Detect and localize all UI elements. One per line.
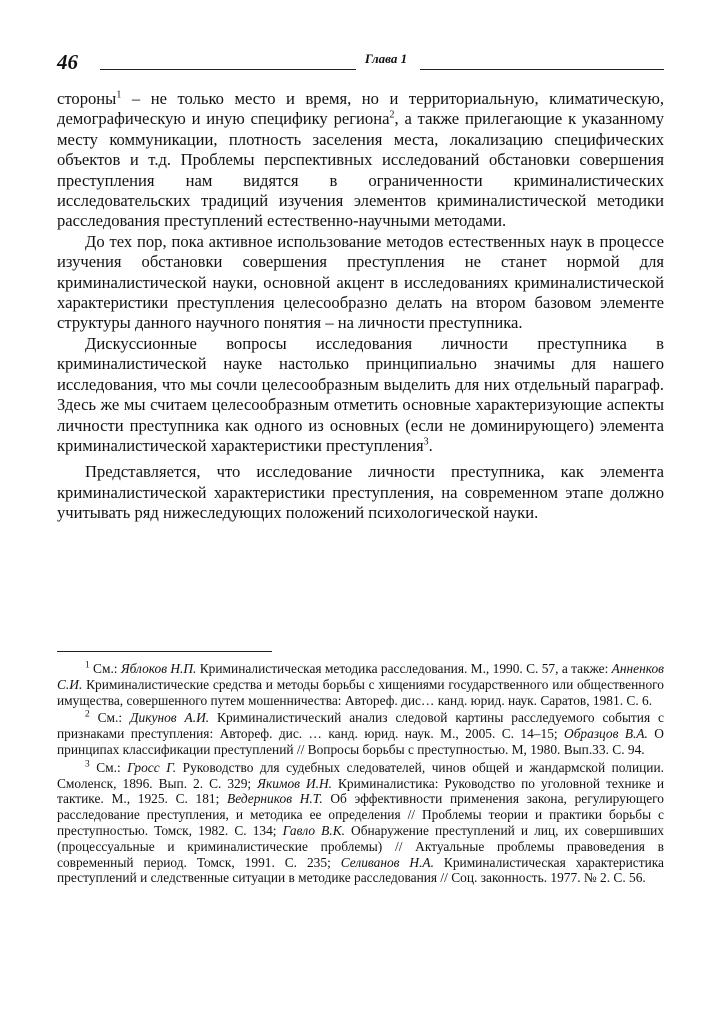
header-rule-left (100, 69, 356, 70)
footnote-1 (57, 661, 664, 708)
footnote-3-author-4: Гавло В.К. (282, 822, 345, 838)
paragraph-1-text-a: стороны (57, 89, 117, 108)
footnote-1-author-1: Яблоков Н.П. (120, 661, 197, 676)
footnote-2-text: О принципах классификации преступлений // Вопросы борьбы с преступностью. М, 1980. Вып.33. С. 94. (57, 726, 664, 757)
footnote-1-mark: 1 (85, 660, 90, 671)
footnote-1-text: Криминалистические средства и методы борьбы с хищениями государственного или общественного имущества, совершенного путем мошенничества: Автореф. дис… канд. юрид. наук. Саратов, 1981. С. 6. (57, 676, 664, 708)
footnote-3-author-1: Гросс Г. (127, 759, 177, 775)
footnote-3-text: См.: (89, 759, 128, 775)
paragraph-2: До тех пор, пока активное использование методов естественных наук в процессе изучения обстановки совершения преступления не станет нормой для криминалистической науки, основной акцент в исследованиях криминалистической характеристики преступления целесообразно делать на втором базовом элементе структуры данного научного понятия – на личности преступника. (57, 231, 664, 333)
footnote-3-mark: 3 (85, 759, 90, 770)
footnote-3-text: Криминалистика: Руководство по уголовной технике и тактике. М., 1925. С. 181; (57, 775, 664, 807)
paragraph-3-text-a: Дискуссионные вопросы исследования личности преступника в криминалистической науке настолько принципиально значимы для нашего исследования, что мы сочли целесообразным выделить для них отдельный параграф. Здесь же мы считаем целесообразным отметить основные характеризующие аспекты личности преступника как одного из основных (если не доминирующего) элемента криминалистической характеристики преступления (57, 333, 664, 455)
footnote-3-text: Обнаружение преступлений и лиц, их совершивших (процессуальные и криминалистические проблемы) // Актуальные проблемы правоведения в современный период. Томск, 1991. С. 235; (57, 822, 664, 870)
footnote-3-author-5: Селиванов Н.А. (340, 854, 434, 870)
footnote-1-text: Криминалистическая методика расследования. М., 1990. С. 57, а также: (196, 661, 612, 676)
footnote-ref-1: 1 (116, 89, 122, 101)
page-number: 46 (57, 50, 78, 74)
footnote-3 (57, 760, 664, 886)
main-text (57, 89, 664, 524)
footnote-ref-2: 2 (389, 109, 395, 121)
footnote-3-author-3: Ведерников Н.Т. (227, 791, 323, 807)
footnote-1-text: См.: (89, 661, 121, 676)
paragraph-1-text-b: – не только место и время, но и территориальную, климатическую, демографическую и иную специфику региона (57, 89, 664, 129)
footnote-3-author-2: Якимов И.Н. (257, 775, 332, 791)
footnote-3-text: Об эффективности применения закона, регулирующего расследование преступления, и методика ее определения // Проблемы теории и практики борьбы с преступностью. Томск, 1982. С. 134; (57, 791, 664, 838)
chapter-title: Глава 1 (364, 51, 408, 66)
footnote-2-author-1: Дикунов А.И. (130, 710, 210, 726)
footnote-3-text: Руководство для судебных следователей, чинов общей и жандармской полиции. Смоленск, 1896. Вып. 2. С. 329; (57, 759, 664, 791)
paragraph-1 (57, 89, 664, 232)
footnote-2-text: См.: (89, 710, 131, 726)
paragraph-3-text-b: . (428, 435, 433, 455)
paragraph-4: Представляется, что исследование личности преступника, как элемента криминалистической характеристики преступления, на современном этапе должно учитывать ряд нижеследующих положений психологической науки. (57, 462, 664, 523)
footnote-ref-3: 3 (423, 436, 429, 448)
footnote-2-text: Криминалистический анализ следовой картины расследуемого события с признаками преступления: Автореф. дис. … канд. юрид. наук. М., 2005. С. 14–15; (57, 710, 664, 742)
footnote-separator (57, 651, 272, 652)
running-header (0, 0, 720, 90)
footnote-2-mark: 2 (85, 709, 90, 720)
paragraph-1-text-c: , а также прилегающие к указанному месту коммуникации, плотность заселения места, локализацию специфических объектов и т.д. Проблемы перспективных исследований обстановки совершения преступления нам видятся в ограниченности криминалистических исследовательских традиций изучения элементов криминалистической методики расследования преступлений естественно-научными методами. (57, 109, 664, 231)
header-rule-right (420, 69, 664, 70)
footnote-3-text: Криминалистическая характеристика преступлений и следственные ситуации в методике расследования // Соц. законность. 1977. № 2. С. 56. (57, 854, 664, 886)
footnotes (57, 661, 664, 886)
footnote-2-author-2: Образцов В.А. (564, 726, 648, 742)
paragraph-3 (57, 334, 664, 456)
footnote-1-author-2: Анненков С.И. (57, 661, 664, 692)
footnote-2 (57, 710, 664, 757)
